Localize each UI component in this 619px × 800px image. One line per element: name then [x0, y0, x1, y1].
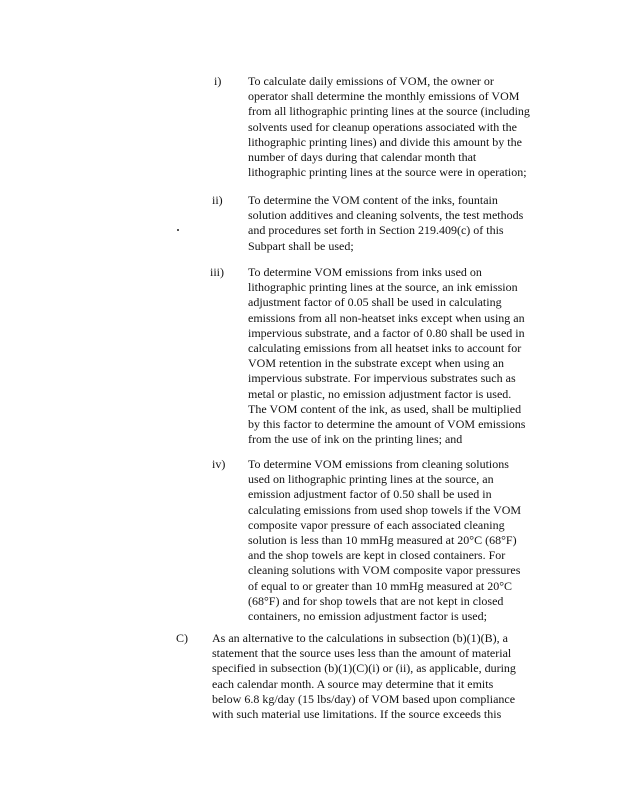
text-line: and procedures set forth in Section 219.409(c) of this — [248, 223, 504, 238]
item-text — [248, 74, 530, 180]
text-line: below 6.8 kg/day (15 lbs/day) of VOM based upon compliance — [212, 691, 516, 706]
text-line: To determine VOM emissions from cleaning solutions — [248, 457, 509, 471]
text-line: VOM retention in the substrate except when using an — [248, 356, 504, 371]
text-line: As an alternative to the calculations in subsection (b)(1)(B), a — [212, 631, 508, 645]
text-line: metal or plastic, no emission adjustment factor is used. — [248, 386, 512, 401]
text-line: each calendar month. A source may determine that it emits — [212, 676, 494, 691]
text-line: impervious substrate, and a factor of 0.80 shall be used in — [248, 325, 525, 340]
text-line: lithographic printing lines at the source were in operation; — [248, 165, 527, 180]
text-line: containers, no emission adjustment factor is used; — [248, 609, 487, 624]
text-line: number of days during that calendar month that — [248, 150, 477, 165]
text-line: impervious substrate. For impervious substrates such as — [248, 371, 516, 386]
text-line: specified in subsection (b)(1)(C)(i) or (ii), as applicable, during — [212, 661, 516, 676]
item-text — [248, 457, 521, 624]
text-line: adjustment factor of 0.05 shall be used in calculating — [248, 295, 502, 310]
text-line: used on lithographic printing lines at the source, an — [248, 472, 494, 487]
item-text — [248, 193, 523, 254]
item-number: iii) — [210, 265, 224, 279]
text-line: solution is less than 10 mmHg measured at 20°C (68°F) — [248, 533, 517, 548]
text-line: To calculate daily emissions of VOM, the owner or — [248, 74, 494, 88]
item-number: C) — [176, 631, 188, 645]
item-number: ii) — [212, 193, 223, 207]
text-line: (68°F) and for shop towels that are not kept in closed — [248, 593, 504, 608]
text-line: operator shall determine the monthly emissions of VOM — [248, 89, 520, 104]
text-line: and the shop towels are kept in closed containers. For — [248, 548, 506, 563]
text-line: with such material use limitations. If the source exceeds this — [212, 707, 502, 722]
text-line: solvents used for cleanup operations associated with the — [248, 119, 517, 134]
stray-mark — [177, 229, 179, 231]
text-line: calculating emissions from used shop towels if the VOM — [248, 502, 522, 517]
text-line: by this factor to determine the amount of VOM emissions — [248, 417, 526, 432]
text-line: Subpart shall be used; — [248, 238, 354, 253]
item-text — [248, 265, 525, 447]
text-line: calculating emissions from all heatset inks to account for — [248, 341, 522, 356]
item-number: i) — [214, 74, 222, 88]
text-line: from all lithographic printing lines at the source (including — [248, 104, 530, 119]
text-line: of equal to or greater than 10 mmHg measured at 20°C — [248, 578, 513, 593]
text-line: emissions from all non-heatset inks except when using an — [248, 310, 525, 325]
text-line: lithographic printing lines) and divide this amount by the — [248, 134, 522, 149]
text-line: cleaning solutions with VOM composite vapor pressures — [248, 563, 521, 578]
text-line: composite vapor pressure of each associated cleaning — [248, 517, 505, 532]
text-line: statement that the source uses less than the amount of material — [212, 646, 512, 661]
text-line: lithographic printing lines at the source, an ink emission — [248, 280, 518, 295]
text-line: solution additives and cleaning solvents, the test methods — [248, 208, 524, 223]
text-line: The VOM content of the ink, as used, shall be multiplied — [248, 401, 522, 416]
text-line: To determine VOM emissions from inks used on — [248, 265, 482, 279]
text-line: To determine the VOM content of the inks, fountain — [248, 193, 498, 207]
item-number: iv) — [212, 457, 226, 471]
text-line: from the use of ink on the printing lines; and — [248, 432, 463, 447]
item-text — [212, 631, 516, 722]
text-line: emission adjustment factor of 0.50 shall be used in — [248, 487, 492, 502]
